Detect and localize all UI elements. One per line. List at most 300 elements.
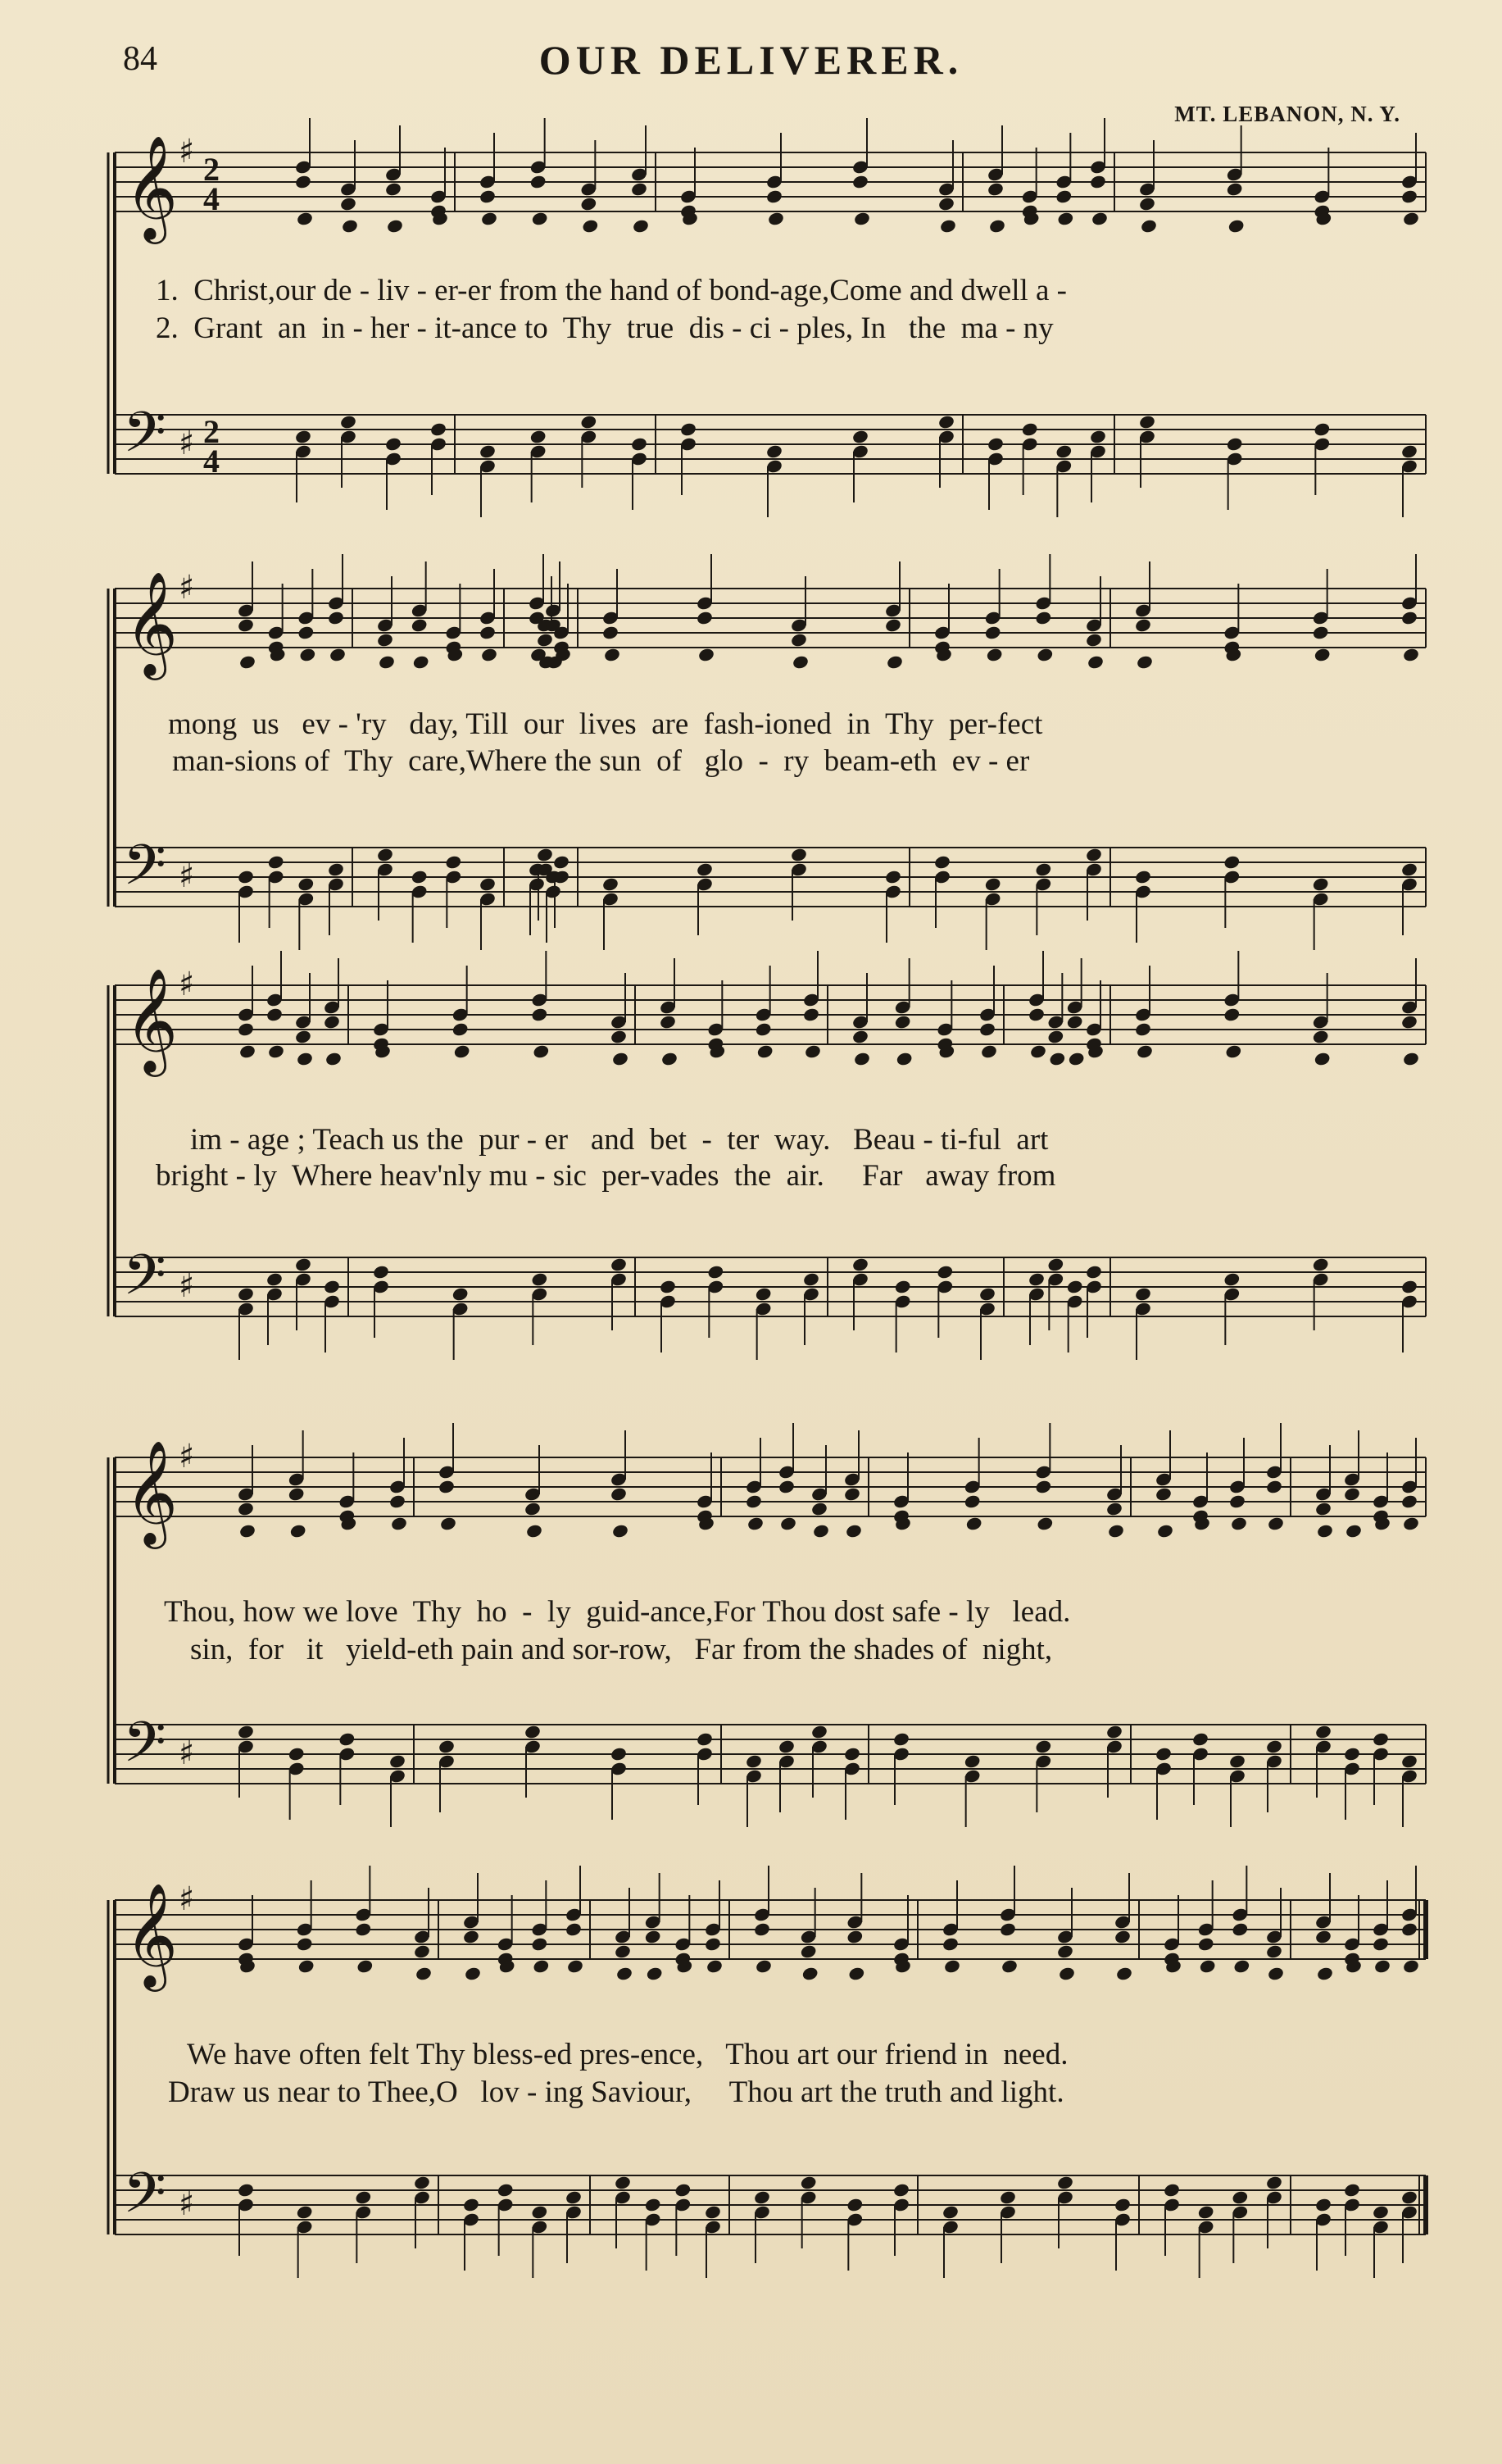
lyric-verse1-line2: mong us ev - 'ry day, Till our lives are fash-ioned in Thy per-fect [168, 707, 1043, 741]
bass-note [964, 1753, 982, 1769]
treble-note [237, 1501, 255, 1516]
bass-note [1314, 1724, 1332, 1739]
treble-note [376, 632, 394, 648]
treble-note [354, 1921, 372, 1937]
treble-note [1314, 647, 1332, 662]
bass-note [1021, 421, 1039, 437]
bass-note [530, 1271, 548, 1287]
lyric-verse2-line5: Draw us near to Thee,O lov - ing Saviour, Thou art the truth and light. [168, 2075, 1064, 2109]
bass-note [1046, 1257, 1064, 1272]
treble-note [964, 1493, 982, 1509]
treble-note [987, 181, 1005, 197]
bass-note [327, 861, 345, 877]
composer-credit: MT. LEBANON, N. Y. [1174, 102, 1400, 126]
bass-note [1312, 876, 1330, 892]
bass-note [444, 854, 462, 870]
bass-note [237, 1286, 255, 1302]
treble-note [1402, 211, 1420, 226]
bass-note [384, 436, 402, 452]
treble-note [413, 1943, 431, 1959]
treble-note [1134, 1021, 1152, 1037]
bass-note [745, 1753, 763, 1769]
bass-note [1028, 1271, 1046, 1287]
bass-clef-icon: 𝄢 [123, 1243, 166, 1321]
treble-note [1087, 654, 1105, 670]
bass-note [937, 414, 955, 430]
bass-note [696, 861, 714, 877]
treble-note [480, 211, 498, 226]
treble-note [1199, 1958, 1217, 1974]
treble-note [1197, 1936, 1215, 1952]
treble-note [988, 218, 1006, 234]
treble-note [462, 1929, 480, 1944]
treble-note [479, 189, 497, 204]
treble-note [851, 1029, 869, 1044]
treble-note [965, 1516, 983, 1531]
bass-note [438, 1739, 456, 1754]
treble-note [853, 211, 871, 226]
treble-note [1140, 218, 1158, 234]
bass-note [1265, 1739, 1283, 1754]
treble-note [1400, 610, 1418, 625]
bass-note [704, 2204, 722, 2220]
treble-note [524, 1501, 542, 1516]
treble-note [1230, 1516, 1248, 1531]
treble-note [778, 1479, 796, 1494]
treble-note [1136, 654, 1154, 670]
treble-note [1056, 1943, 1074, 1959]
treble-note [601, 625, 619, 640]
bass-note [778, 1739, 796, 1754]
treble-note [452, 1021, 470, 1037]
bass-note [1163, 2182, 1181, 2198]
treble-note [1267, 1516, 1285, 1531]
treble-clef-icon: 𝄞 [125, 571, 179, 675]
lyric-verse1-line3: im - age ; Teach us the pur - er and bet - ter way. Beau - ti-ful art [190, 1123, 1049, 1157]
sharp-icon: ♯ [179, 1880, 195, 1918]
bass-note [237, 1724, 255, 1739]
treble-note [384, 181, 402, 197]
bass-note [978, 1286, 996, 1302]
treble-note [847, 1966, 865, 1981]
treble-note [339, 196, 357, 211]
treble-note [978, 1021, 996, 1037]
bass-note [753, 2189, 771, 2205]
bass-clef-icon: 𝄢 [123, 834, 166, 911]
treble-note [845, 1523, 863, 1539]
bass-note [296, 2204, 314, 2220]
treble-note [294, 1029, 312, 1044]
bass-note [790, 847, 808, 862]
bass-note [614, 2175, 632, 2190]
sharp-icon: ♯ [179, 133, 195, 170]
treble-note [237, 617, 255, 633]
treble-note [980, 1043, 998, 1059]
page-number: 84 [123, 40, 157, 78]
treble-note [1345, 1523, 1363, 1539]
bass-note [1056, 2175, 1074, 2190]
treble-note [1085, 632, 1103, 648]
treble-note [851, 174, 869, 189]
bass-note [1191, 1731, 1209, 1747]
bass-note [479, 876, 497, 892]
treble-note [660, 1051, 678, 1066]
treble-note [1156, 1523, 1174, 1539]
bass-note [265, 1271, 284, 1287]
time-signature: 4 [203, 443, 220, 480]
sharp-icon: ♯ [179, 857, 195, 895]
bass-note [1312, 1257, 1330, 1272]
bass-note [354, 2189, 372, 2205]
treble-note [884, 617, 902, 633]
bass-note [1066, 1279, 1084, 1294]
bass-note [294, 429, 312, 444]
treble-note [755, 1021, 773, 1037]
time-signature: 4 [203, 180, 220, 217]
treble-note [1136, 1043, 1154, 1059]
bass-note [339, 414, 357, 430]
treble-note [1314, 1929, 1332, 1944]
bass-note [462, 2197, 480, 2212]
treble-note [1372, 1936, 1390, 1952]
time-signature: 2 [203, 151, 220, 188]
treble-note [378, 654, 396, 670]
treble-note [265, 1007, 284, 1022]
treble-clef-icon: 𝄞 [125, 1882, 179, 1987]
bass-note [1343, 1746, 1361, 1762]
treble-note [853, 1051, 871, 1066]
lyric-verse2-line4: sin, for it yield-eth pain and sor-row, Far from the shades of night, [190, 1633, 1053, 1666]
bass-note [942, 2204, 960, 2220]
treble-note [1343, 1486, 1361, 1502]
treble-note [800, 1943, 818, 1959]
treble-note [415, 1966, 433, 1981]
treble-note [1029, 1043, 1047, 1059]
time-signature: 2 [203, 413, 220, 450]
treble-note [1226, 181, 1244, 197]
treble-note [1058, 1966, 1076, 1981]
bass-note [1343, 2182, 1361, 2198]
bass-note [429, 421, 447, 437]
treble-note [529, 174, 547, 189]
bass-note [388, 1753, 406, 1769]
bass-note [1265, 2175, 1283, 2190]
bass-note [1055, 443, 1073, 459]
treble-note [1055, 189, 1073, 204]
bass-note [800, 2175, 818, 2190]
treble-note [1056, 211, 1074, 226]
treble-note [1066, 1014, 1084, 1030]
treble-note [324, 1051, 343, 1066]
treble-note [1036, 647, 1054, 662]
treble-note [646, 1966, 664, 1981]
bass-note [1400, 2189, 1418, 2205]
treble-note [294, 174, 312, 189]
treble-note [238, 1043, 256, 1059]
treble-note [323, 1014, 341, 1030]
bass-note [1226, 436, 1244, 452]
treble-note [615, 1966, 633, 1981]
sharp-icon: ♯ [179, 966, 195, 1003]
bass-note [802, 1271, 820, 1287]
treble-note [1314, 1051, 1332, 1066]
sharp-icon: ♯ [179, 1267, 195, 1305]
treble-note [297, 1958, 315, 1974]
bass-note [530, 2204, 548, 2220]
bass-note [297, 876, 315, 892]
bass-note [630, 436, 648, 452]
treble-note [1091, 211, 1109, 226]
treble-note [1034, 1479, 1052, 1494]
bass-note [674, 2182, 692, 2198]
sharp-icon: ♯ [179, 1734, 195, 1772]
treble-note [1105, 1501, 1123, 1516]
treble-note [999, 1921, 1017, 1937]
treble-note [937, 196, 955, 211]
bass-note [1197, 2204, 1215, 2220]
treble-note [532, 1958, 550, 1974]
treble-note [530, 1936, 548, 1952]
bass-note [294, 1257, 312, 1272]
treble-note [765, 189, 783, 204]
sharp-icon: ♯ [179, 425, 195, 462]
bass-note [1372, 1731, 1390, 1747]
bass-note [601, 876, 619, 892]
bass-note [679, 421, 697, 437]
bass-note [1105, 1724, 1123, 1739]
bass-note [706, 1264, 724, 1280]
bass-note [1034, 1739, 1052, 1754]
treble-note [327, 610, 345, 625]
treble-note [1312, 625, 1330, 640]
bass-note [1231, 2189, 1249, 2205]
treble-note [1400, 1014, 1418, 1030]
lyric-verse2-line2: man-sions of Thy care,Where the sun of glo - ry beam-eth ev - er [172, 744, 1030, 778]
bass-note [1034, 861, 1052, 877]
treble-note [532, 1043, 550, 1059]
treble-note [756, 1043, 774, 1059]
treble-note [566, 1958, 584, 1974]
lyric-verse2-line3: bright - ly Where heav'nly mu - sic per-vades the air. Far away from [156, 1159, 1056, 1193]
treble-note [610, 1486, 628, 1502]
bass-note [843, 1746, 861, 1762]
bass-note [1223, 1271, 1241, 1287]
treble-note [238, 1523, 256, 1539]
treble-note [610, 1029, 628, 1044]
treble-clef-icon: 𝄞 [125, 967, 179, 1072]
treble-note [1400, 1921, 1418, 1937]
bass-note [565, 2189, 583, 2205]
lyric-verse1-line5: We have often felt Thy bless-ed pres-ence, Thou art our friend in need. [187, 2038, 1069, 2071]
bass-note [497, 2182, 515, 2198]
treble-note [801, 1966, 819, 1981]
hymn-title: OUR DELIVERER. [538, 37, 964, 83]
treble-note [792, 654, 810, 670]
treble-note [390, 1516, 408, 1531]
bass-note [884, 869, 902, 884]
treble-note [706, 1958, 724, 1974]
bass-clef-icon: 𝄢 [123, 401, 166, 479]
bass-note [536, 847, 554, 862]
treble-note [804, 1043, 822, 1059]
treble-note [942, 1936, 960, 1952]
treble-note [1115, 1966, 1133, 1981]
bass-note [610, 1746, 628, 1762]
treble-note [1068, 1051, 1086, 1066]
bass-note [1085, 1264, 1103, 1280]
sharp-icon: ♯ [179, 2185, 195, 2223]
lyric-verse2-line1: 2. Grant an in - her - it-ance to Thy true dis - ci - ples, In the ma - ny [156, 311, 1054, 345]
bass-note [696, 1731, 714, 1747]
bass-note [237, 2182, 255, 2198]
treble-note [438, 1479, 456, 1494]
bass-note [892, 1731, 910, 1747]
bass-note [1400, 1279, 1418, 1294]
treble-note [704, 1936, 722, 1952]
treble-note [939, 218, 957, 234]
bass-note [894, 1279, 912, 1294]
treble-note [943, 1958, 961, 1974]
treble-note [755, 1958, 773, 1974]
treble-note [896, 1051, 914, 1066]
bass-note [984, 876, 1002, 892]
treble-note [453, 1043, 471, 1059]
treble-note [611, 1523, 629, 1539]
treble-note [480, 647, 498, 662]
treble-note [767, 211, 785, 226]
treble-note [531, 211, 549, 226]
bass-note [1223, 854, 1241, 870]
treble-note [696, 610, 714, 625]
treble-note [632, 218, 650, 234]
treble-note [746, 1516, 765, 1531]
treble-note [984, 625, 1002, 640]
bass-note [846, 2197, 864, 2212]
treble-note [1400, 189, 1418, 204]
treble-note [779, 1516, 797, 1531]
treble-note [565, 1921, 583, 1937]
treble-note [1400, 1493, 1418, 1509]
treble-note [894, 1014, 912, 1030]
treble-note [1036, 1516, 1054, 1531]
bass-note [659, 1279, 677, 1294]
bass-note [1400, 861, 1418, 877]
treble-note [579, 196, 597, 211]
treble-note [479, 625, 497, 640]
bass-note [1134, 1286, 1152, 1302]
treble-note [1223, 1007, 1241, 1022]
bass-note [267, 854, 285, 870]
bass-note [999, 2189, 1017, 2205]
bass-clef-icon: 𝄢 [123, 2162, 166, 2239]
bass-note [1134, 869, 1152, 884]
treble-note [810, 1501, 828, 1516]
bass-note [552, 854, 570, 870]
treble-note [1402, 1958, 1420, 1974]
bass-note [892, 2182, 910, 2198]
treble-note [1107, 1523, 1125, 1539]
bass-note [765, 443, 783, 459]
treble-note [630, 181, 648, 197]
treble-note [843, 1486, 861, 1502]
bass-note [1313, 421, 1331, 437]
bass-note [452, 1286, 470, 1302]
treble-note [1228, 1493, 1246, 1509]
bass-note [524, 1724, 542, 1739]
treble-note [296, 1051, 314, 1066]
treble-note [1265, 1943, 1283, 1959]
treble-clef-icon: 𝄞 [125, 134, 179, 239]
treble-note [1089, 174, 1107, 189]
treble-note [388, 1493, 406, 1509]
bass-note [411, 869, 429, 884]
treble-note [238, 654, 256, 670]
treble-note [603, 647, 621, 662]
bass-note [1155, 1746, 1173, 1762]
treble-note [1232, 1958, 1250, 1974]
treble-note [464, 1966, 482, 1981]
treble-note [1114, 1929, 1132, 1944]
treble-note [745, 1493, 763, 1509]
bass-note [810, 1724, 828, 1739]
bass-note [1114, 2197, 1132, 2212]
bass-note [338, 1731, 356, 1747]
bass-note [376, 847, 394, 862]
bass-note [610, 1257, 628, 1272]
bass-note [1314, 2197, 1332, 2212]
treble-note [1001, 1958, 1019, 1974]
treble-note [812, 1523, 830, 1539]
lyric-verse1-line4: Thou, how we love Thy ho - ly guid-ance,For Thou dost safe - ly lead. [164, 1595, 1071, 1629]
treble-note [1402, 647, 1420, 662]
lyric-verse1-line1: 1. Christ,our de - liv - er-er from the hand of bond-age,Come and dwell a - [156, 274, 1068, 307]
treble-note [1224, 1043, 1242, 1059]
treble-note [1265, 1479, 1283, 1494]
treble-note [1046, 1029, 1064, 1044]
treble-note [1316, 1966, 1334, 1981]
treble-note [412, 654, 430, 670]
bass-note [1400, 1753, 1418, 1769]
bass-note [851, 1257, 869, 1272]
treble-note [1402, 1051, 1420, 1066]
sharp-icon: ♯ [179, 1438, 195, 1475]
treble-note [753, 1921, 771, 1937]
treble-note [886, 654, 904, 670]
treble-note [790, 632, 808, 648]
treble-note [614, 1943, 632, 1959]
treble-note [1373, 1958, 1391, 1974]
treble-note [1402, 1516, 1420, 1531]
treble-note [525, 1523, 543, 1539]
bass-note [372, 1264, 390, 1280]
treble-note [1316, 1523, 1334, 1539]
treble-note [644, 1929, 662, 1944]
treble-note [288, 1486, 306, 1502]
bass-note [529, 429, 547, 444]
treble-note [1231, 1921, 1249, 1937]
treble-note [297, 625, 315, 640]
treble-note [536, 632, 554, 648]
treble-note [296, 1936, 314, 1952]
treble-note [1048, 1051, 1066, 1066]
bass-note [479, 443, 497, 459]
treble-note [1138, 196, 1156, 211]
treble-note [659, 1014, 677, 1030]
treble-note [1267, 1966, 1285, 1981]
treble-note [1028, 1007, 1046, 1022]
bass-note [1138, 414, 1156, 430]
bass-note [237, 869, 255, 884]
